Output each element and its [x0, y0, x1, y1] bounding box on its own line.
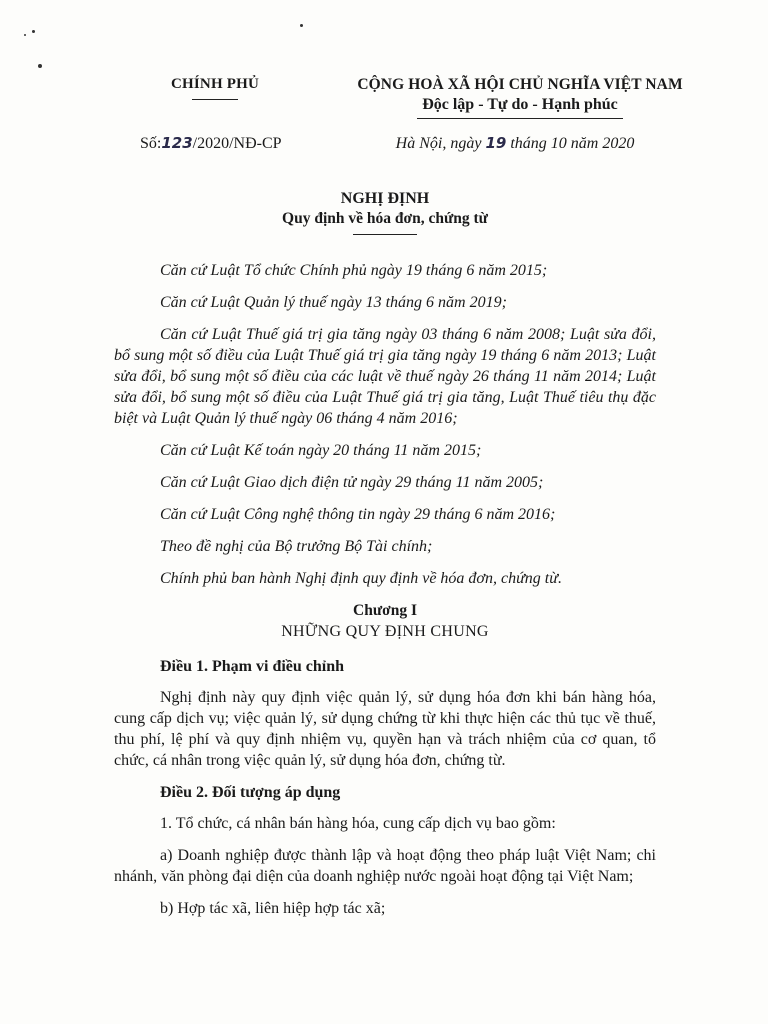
document-body: [114, 260, 656, 930]
article-2-title: Điều 2. Đối tượng áp dụng: [160, 784, 341, 801]
legal-basis-item: Căn cứ Luật Giao dịch điện tử ngày 29 tháng 11 năm 2005;: [160, 474, 544, 491]
legal-basis-item: Chính phủ ban hành Nghị định quy định về hóa đơn, chứng từ.: [160, 570, 562, 587]
legal-basis-item: Căn cứ Luật Thuế giá trị gia tăng ngày 03 tháng 6 năm 2008; Luật sửa đổi, bổ sung một số điều của Luật Thuế giá trị gia tăng ngày 19 tháng 6 năm 2013; Luật sửa đổi, bổ sung một số điều của các luật về thuế ngày 26 tháng 11 năm 2014; Luật sửa đổi, bổ sung một số điều của Luật Thuế giá trị gia tăng, Luật Thuế tiêu thụ đặc biệt và Luật Quản lý thuế ngày 06 tháng 4 năm 2016;: [114, 326, 656, 427]
legal-basis-item: Căn cứ Luật Quản lý thuế ngày 13 tháng 6 năm 2019;: [160, 294, 507, 311]
date-prefix: Hà Nội, ngày: [395, 135, 486, 152]
chapter-title: NHỮNG QUY ĐỊNH CHUNG: [281, 623, 489, 640]
date-day-handwritten: 19: [485, 134, 507, 152]
place-date: [320, 134, 710, 153]
article-1-text: Nghị định này quy định việc quản lý, sử dụng hóa đơn khi bán hàng hóa, cung cấp dịch vụ; việc quản lý, sử dụng chứng từ khi thực hiện các thủ tục về thuế, thu phí, lệ phí và quy định nhiệm vụ, quyền hạn và trách nhiệm của cơ quan, tổ chức, cá nhân trong việc quản lý, sử dụng hóa đơn, chứng từ.: [114, 689, 656, 769]
scan-speck: [300, 24, 303, 27]
legal-basis-item: Theo đề nghị của Bộ trưởng Bộ Tài chính;: [160, 538, 433, 555]
agency-underline: [192, 99, 238, 100]
article-1: [114, 656, 656, 771]
doc-number-prefix: Số:: [140, 135, 162, 152]
article-2-clause-1: 1. Tổ chức, cá nhân bán hàng hóa, cung cấp dịch vụ bao gồm:: [160, 815, 556, 832]
doc-number-handwritten: 123: [161, 134, 193, 152]
document-type: NGHỊ ĐỊNH: [340, 190, 430, 207]
legal-basis-list: [114, 260, 656, 589]
legal-basis-item: Căn cứ Luật Tổ chức Chính phủ ngày 19 tháng 6 năm 2015;: [160, 262, 548, 279]
legal-basis-item: Căn cứ Luật Kế toán ngày 20 tháng 11 năm 2015;: [160, 442, 482, 459]
article-1-title: Điều 1. Phạm vi điều chỉnh: [160, 658, 345, 675]
issuing-agency-block: [140, 76, 290, 100]
national-heading-block: [320, 76, 720, 119]
chapter-heading: [114, 600, 656, 642]
document-subject: Quy định về hóa đơn, chứng từ: [282, 210, 488, 227]
national-title: CỘNG HOÀ XÃ HỘI CHỦ NGHĨA VIỆT NAM: [357, 76, 683, 93]
document-number: [140, 134, 320, 153]
article-2-point-b: b) Hợp tác xã, liên hiệp hợp tác xã;: [160, 900, 386, 917]
article-2: [114, 782, 656, 919]
scan-speck: [32, 30, 35, 33]
chapter-number: Chương I: [353, 602, 417, 619]
doc-number-suffix: /2020/NĐ-CP: [192, 135, 282, 152]
title-underline: [353, 234, 417, 235]
document-title-block: [100, 190, 670, 235]
legal-basis-item: Căn cứ Luật Công nghệ thông tin ngày 29 tháng 6 năm 2016;: [160, 506, 556, 523]
national-motto: Độc lập - Tự do - Hạnh phúc: [422, 96, 618, 113]
article-2-point-a: a) Doanh nghiệp được thành lập và hoạt động theo pháp luật Việt Nam; chi nhánh, văn phòng đại diện của doanh nghiệp nước ngoài hoạt động tại Việt Nam;: [114, 847, 656, 885]
motto-underline: [417, 118, 623, 119]
scan-speck: [24, 34, 26, 36]
scan-speck: [38, 64, 42, 68]
issuing-agency: CHÍNH PHỦ: [170, 76, 260, 92]
date-suffix: tháng 10 năm 2020: [506, 135, 635, 152]
